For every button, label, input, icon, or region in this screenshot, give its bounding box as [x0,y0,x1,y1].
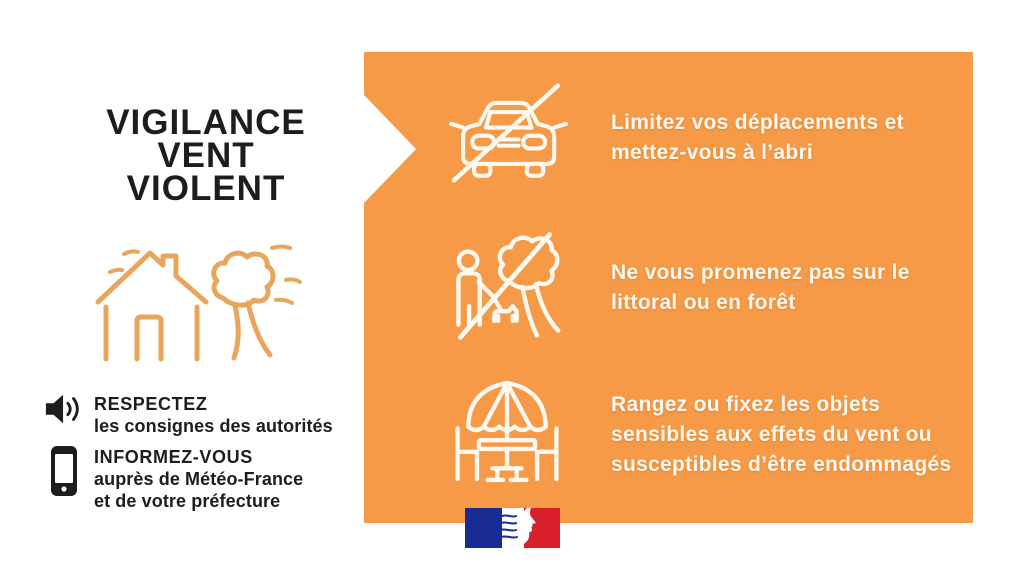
smartphone-icon [50,445,78,497]
tree-trunk-icon [234,303,270,358]
panel-item-2-line-2: littoral ou en forêt [611,291,796,314]
panel-item-2-line-1: Ne vous promenez pas sur le [611,261,910,284]
advice-inform-line-1: auprès de Météo-France [94,469,304,489]
advice-inform-line-2: et de votre préfecture [94,491,281,511]
french-government-logo [465,508,560,548]
no-walking-icon [441,226,567,344]
advice-inform-heading: INFORMEZ-VOUS [94,447,253,467]
dog-icon [494,306,516,321]
title-line-3: VIOLENT [126,169,286,208]
chair-left-icon [458,429,477,479]
panel-item-1 [611,108,983,168]
tree-trunk-icon [522,284,558,335]
speaker-icon [44,392,84,426]
advice-respect-line: les consignes des autorités [94,416,333,436]
orange-panel [364,52,973,523]
advice-inform [50,445,303,512]
garden-furniture-icon [444,370,570,492]
advice-respect [44,392,333,437]
panel-item-3-line-3: susceptibles d’être endommagés [611,453,952,476]
house-door-icon [137,317,161,359]
panel-item-2 [611,258,983,318]
panel-item-3 [611,390,983,480]
title-line-2: VENT [157,136,255,175]
chair-right-icon [537,429,556,479]
table-top-icon [479,440,535,449]
panel-item-1-line-2: mettez-vous à l’abri [611,141,814,164]
title-line-1: VIGILANCE [106,103,306,142]
panel-item-3-line-2: sensibles aux effets du vent ou [611,423,932,446]
tree-canopy-icon [214,253,273,305]
table-base-icon [488,468,527,480]
advice-respect-heading: RESPECTEZ [94,394,208,414]
house-tree-wind-illustration [90,240,315,365]
panel-arrow-notch [364,95,416,203]
house-roof-icon [98,253,206,302]
page-title [30,103,382,208]
panel-item-1-line-1: Limitez vos déplacements et [611,111,904,134]
no-driving-icon [441,82,569,184]
panel-item-3-line-1: Rangez ou fixez les objets [611,393,881,416]
